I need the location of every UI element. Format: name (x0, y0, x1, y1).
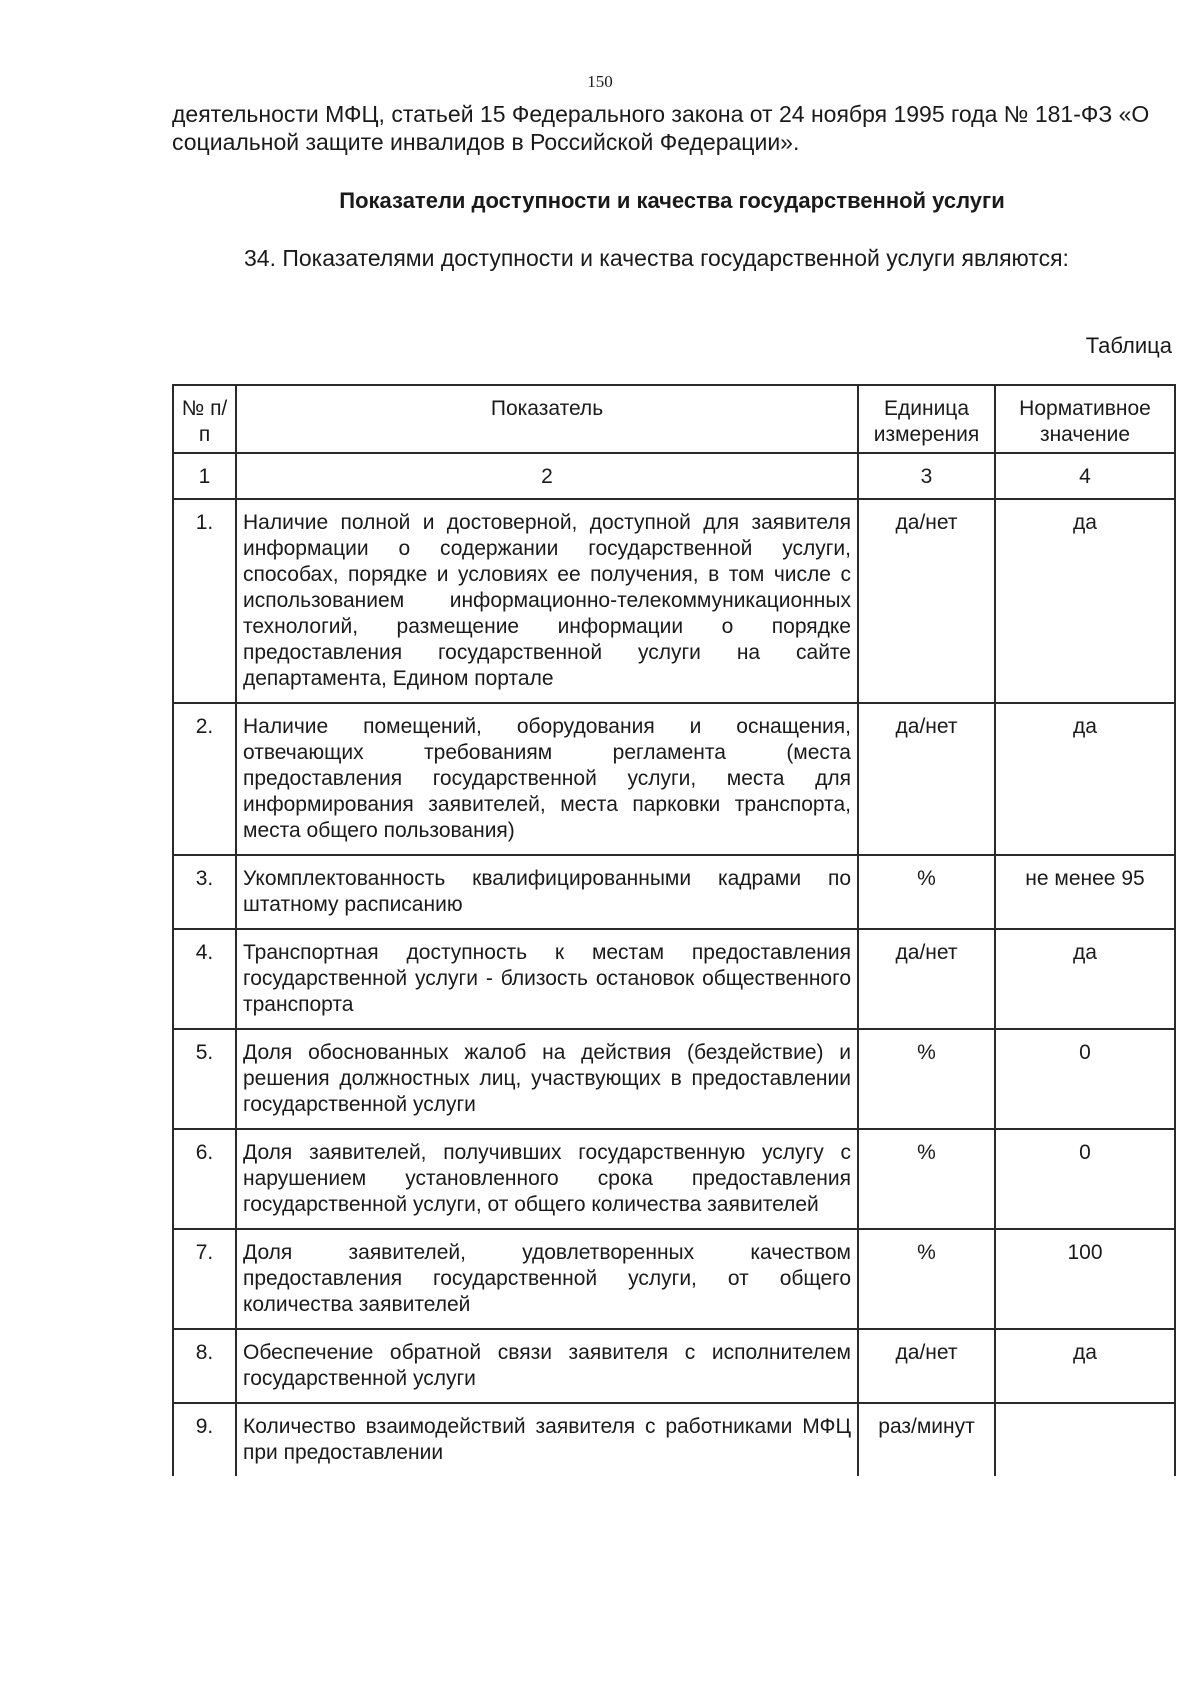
header-num: № п/п (173, 385, 236, 453)
row-indicator: Наличие полной и достоверной, доступной для заявителя информации о содержании государственной услуги, способах, порядке и условиях ее получения, в том числе с использованием информационно-телекоммуникационных технологий, размещение информации о порядке предоставления государственной услуги на сайте департамента, Едином портале (236, 499, 858, 703)
row-number: 9. (173, 1403, 236, 1476)
row-number: 6. (173, 1129, 236, 1229)
table-row (173, 1129, 1175, 1229)
table-row (173, 1229, 1175, 1329)
row-unit: раз/минут (858, 1403, 995, 1476)
row-indicator: Количество взаимодействий заявителя с работниками МФЦ при предоставлении (236, 1403, 858, 1476)
indicators-table (172, 384, 1176, 1476)
row-number: 2. (173, 703, 236, 855)
row-indicator: Транспортная доступность к местам предоставления государственной услуги - близость остановок общественного транспорта (236, 929, 858, 1029)
row-indicator: Доля заявителей, удовлетворенных качеством предоставления государственной услуги, от общего количества заявителей (236, 1229, 858, 1329)
row-norm: да (995, 929, 1175, 1029)
column-number: 4 (995, 453, 1175, 499)
header-norm: Нормативное значение (995, 385, 1175, 453)
table-row (173, 929, 1175, 1029)
header-unit: Единица измерения (858, 385, 995, 453)
page-number: 150 (587, 72, 613, 91)
table-row (173, 1029, 1175, 1129)
continuation-paragraph: деятельности МФЦ, статьей 15 Федерального закона от 24 ноября 1995 года № 181-ФЗ «О социальной защите инвалидов в Российской Федерации». (172, 101, 1150, 155)
row-number: 1. (173, 499, 236, 703)
row-number: 5. (173, 1029, 236, 1129)
row-norm: 0 (995, 1129, 1175, 1229)
row-indicator: Наличие помещений, оборудования и оснащения, отвечающих требованиям регламента (места предоставления государственной услуги, места для информирования заявителей, места парковки транспорта, места общего пользования) (236, 703, 858, 855)
row-unit: да/нет (858, 929, 995, 1029)
row-unit: % (858, 1229, 995, 1329)
row-indicator: Обеспечение обратной связи заявителя с исполнителем государственной услуги (236, 1329, 858, 1403)
column-numbering-row (173, 453, 1175, 499)
row-number: 7. (173, 1229, 236, 1329)
row-number: 4. (173, 929, 236, 1029)
row-number: 8. (173, 1329, 236, 1403)
table-row (173, 1329, 1175, 1403)
row-unit: % (858, 855, 995, 929)
header-indicator: Показатель (236, 385, 858, 453)
table-row (173, 499, 1175, 703)
row-unit: да/нет (858, 703, 995, 855)
row-unit: % (858, 1129, 995, 1229)
row-indicator: Доля обоснованных жалоб на действия (бездействие) и решения должностных лиц, участвующих в предоставлении государственной услуги (236, 1029, 858, 1129)
table-caption: Таблица (1085, 333, 1172, 358)
row-norm: 100 (995, 1229, 1175, 1329)
row-norm: да (995, 1329, 1175, 1403)
table-row (173, 855, 1175, 929)
column-number: 1 (173, 453, 236, 499)
row-indicator: Доля заявителей, получивших государственную услугу с нарушением установленного срока предоставления государственной услуги, от общего количества заявителей (236, 1129, 858, 1229)
table-header-row (173, 385, 1175, 453)
table-row (173, 703, 1175, 855)
row-norm: да (995, 703, 1175, 855)
row-number: 3. (173, 855, 236, 929)
row-norm (995, 1403, 1175, 1476)
column-number: 3 (858, 453, 995, 499)
row-norm: да (995, 499, 1175, 703)
section-heading: Показатели доступности и качества государственной услуги (339, 188, 1005, 213)
row-indicator: Укомплектованность квалифицированными кадрами по штатному расписанию (236, 855, 858, 929)
row-unit: да/нет (858, 1329, 995, 1403)
column-number: 2 (236, 453, 858, 499)
row-norm: 0 (995, 1029, 1175, 1129)
row-unit: да/нет (858, 499, 995, 703)
row-norm: не менее 95 (995, 855, 1175, 929)
row-unit: % (858, 1029, 995, 1129)
table-row (173, 1403, 1175, 1476)
intro-paragraph: 34. Показателями доступности и качества государственной услуги являются: (244, 245, 1069, 271)
